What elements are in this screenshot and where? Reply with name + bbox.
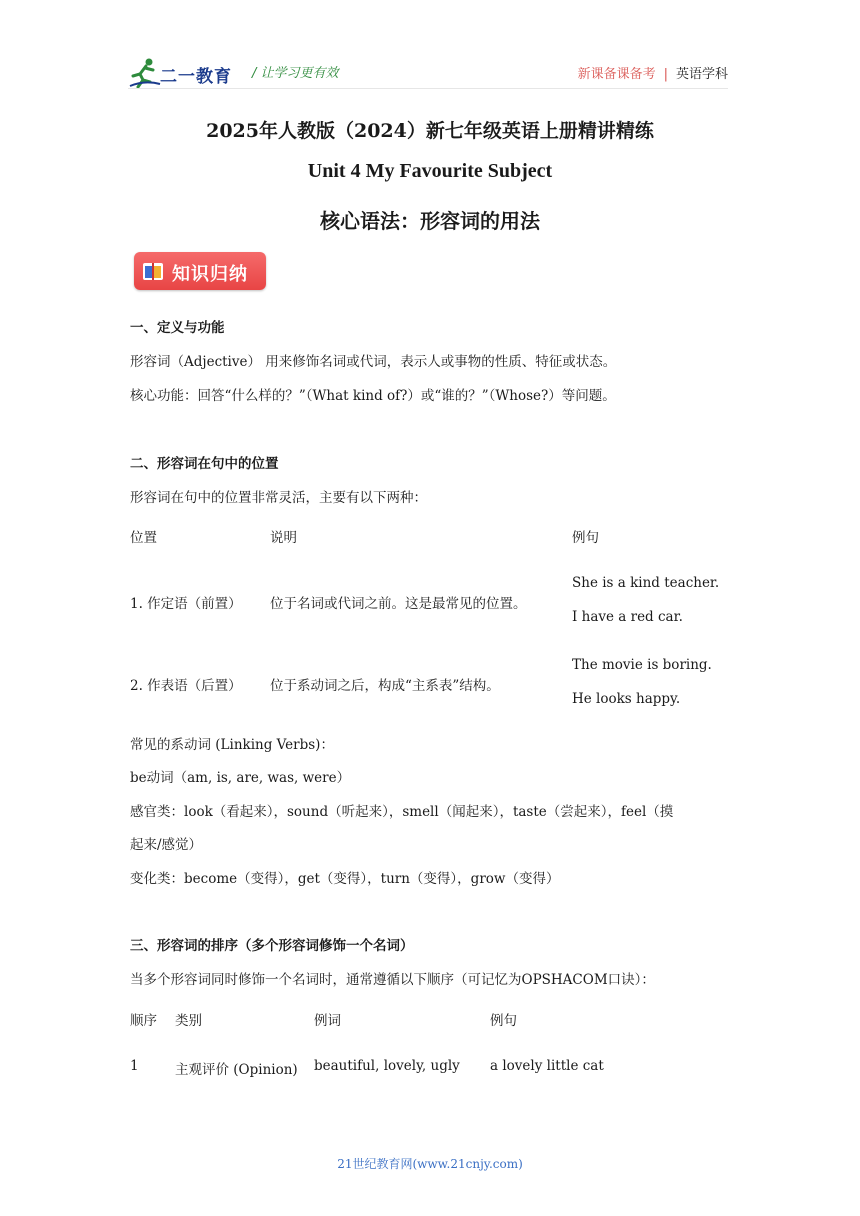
table-row-position: 2. 作表语（后置） (130, 678, 242, 694)
table-row-position: 1. 作定语（前置） (130, 596, 242, 612)
section3-heading: 三、形容词的排序（多个形容词修饰一个名词） (130, 938, 414, 954)
section2-intro: 形容词在句中的位置非常灵活，主要有以下两种： (130, 490, 427, 506)
table-row-order: 1 (130, 1058, 139, 1074)
table-header-description: 说明 (270, 530, 297, 546)
page-header (128, 56, 728, 92)
sense-verbs-line-cont: 起来/感觉） (130, 837, 203, 853)
header-separator: | (663, 67, 668, 82)
section1-function: 核心功能：回答“什么样的？”（What kind of?）或“谁的？”（Whose?）等问题。 (130, 388, 616, 404)
section1-heading: 一、定义与功能 (130, 320, 225, 336)
table-header-example: 例句 (490, 1013, 517, 1029)
logo-text: 二一教育 (160, 67, 232, 87)
table-row-example: a lovely little cat (490, 1058, 604, 1074)
table-row-description: 位于系动词之后，构成“主系表”结构。 (270, 678, 500, 694)
sense-verbs-line: 感官类：look（看起来），sound（听起来），smell（闻起来），taste（尝起来），feel（摸 (130, 804, 674, 820)
change-verbs-line: 变化类：become（变得），get（变得），turn（变得），grow（变得） (130, 871, 560, 887)
be-verbs-line: be动词（am, is, are, was, were） (130, 770, 351, 786)
badge-label: 知识归纳 (172, 264, 248, 285)
table-row-description: 位于名词或代词之前。这是最常见的位置。 (270, 596, 527, 612)
grammar-title: 核心语法：形容词的用法 (320, 209, 540, 233)
table-header-category: 类别 (175, 1013, 202, 1029)
slogan: / 让学习更有效 (252, 66, 339, 81)
book-icon (142, 260, 164, 282)
table-header-order: 顺序 (130, 1013, 157, 1029)
header-course-label: 新课备课备考 (577, 67, 656, 82)
table-row-example: I have a red car. (572, 609, 683, 625)
unit-title: Unit 4 My Favourite Subject (307, 160, 553, 182)
linking-verbs-title: 常见的系动词 (Linking Verbs)： (130, 737, 334, 753)
table-row-example: He looks happy. (572, 691, 681, 707)
table-row-category: 主观评价 (Opinion) (175, 1062, 298, 1078)
header-subject (578, 63, 728, 82)
table-row-example: She is a kind teacher. (572, 575, 720, 591)
table-header-words: 例词 (314, 1013, 341, 1029)
doc-title: 2025年人教版（2024）新七年级英语上册精讲精练 (206, 120, 654, 142)
runner-logo-icon (128, 56, 162, 90)
knowledge-summary-badge (134, 252, 266, 290)
table-header-example: 例句 (572, 530, 599, 546)
table-row-example: The movie is boring. (572, 657, 712, 673)
table-header-position: 位置 (130, 530, 157, 546)
section2-heading: 二、形容词在句中的位置 (130, 456, 279, 472)
logo (128, 56, 248, 90)
header-divider (128, 88, 728, 89)
header-subject-label: 英语学科 (675, 67, 728, 82)
table-row-words: beautiful, lovely, ugly (314, 1058, 460, 1074)
section1-definition: 形容词（Adjective） 用来修饰名词或代词，表示人或事物的性质、特征或状态。 (130, 354, 617, 370)
page-footer: 21世纪教育网(www.21cnjy.com) (337, 1157, 523, 1171)
section3-intro: 当多个形容词同时修饰一个名词时，通常遵循以下顺序（可记忆为OPSHACOM口诀）： (130, 972, 655, 988)
